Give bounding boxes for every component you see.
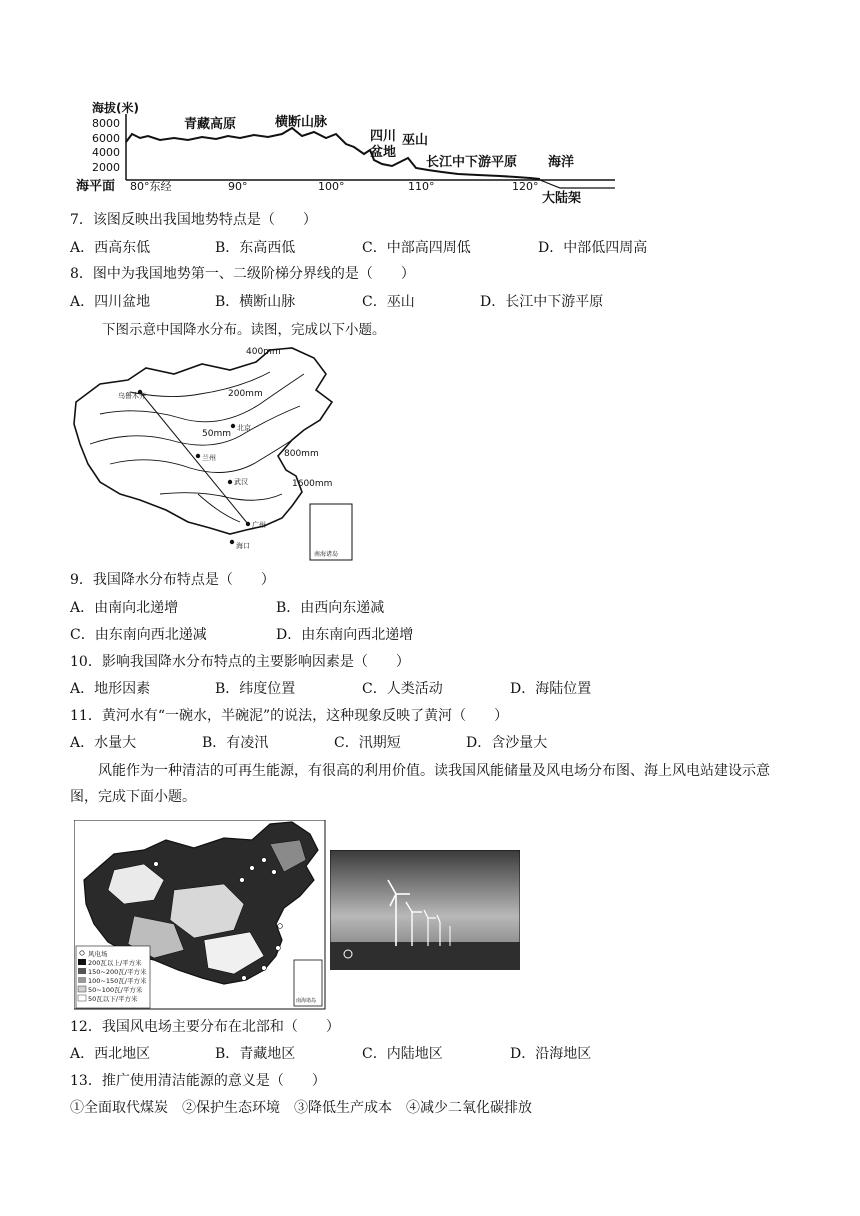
continental-shelf-line — [540, 180, 615, 188]
terrain-profile-line — [126, 128, 540, 179]
option-a[interactable]: A．水量大 — [70, 735, 137, 751]
option-d[interactable]: D．长江中下游平原 — [480, 294, 604, 310]
question-7-stem: 7．该图反映出我国地势特点是（ ） — [70, 212, 317, 228]
question-9-options-row1 — [70, 598, 790, 618]
question-12-stem: 12．我国风电场主要分布在北部和（ ） — [70, 1019, 340, 1035]
question-8-stem: 8．图中为我国地势第一、二级阶梯分界线的是（ ） — [70, 266, 415, 282]
option-b[interactable]: B．东高西低 — [215, 240, 296, 256]
question-11-stem: 11．黄河水有“一碗水，半碗泥”的说法，这种现象反映了黄河（ ） — [70, 708, 509, 724]
china-outline — [74, 348, 332, 534]
question-9-stem: 9．我国降水分布特点是（ ） — [70, 572, 275, 588]
x-tick: 120° — [512, 180, 539, 193]
legend-item: 100~150瓦/平方米 — [88, 977, 147, 985]
city-dot — [230, 540, 234, 544]
isohyet-label: 50mm — [202, 429, 231, 439]
legend-item: 200瓦以上/平方米 — [88, 959, 142, 967]
wind-farm-dot — [262, 858, 267, 863]
city-label: 海口 — [236, 542, 250, 550]
city-label: 武汉 — [234, 478, 248, 486]
legend-item: 50~100瓦/平方米 — [88, 986, 143, 994]
option-b[interactable]: B．青藏地区 — [215, 1046, 296, 1062]
x-tick: 80°东经 — [130, 180, 172, 193]
terrain-profile-figure — [70, 92, 615, 204]
inset-label: 南海诸岛 — [296, 998, 317, 1004]
y-tick: 8000 — [92, 117, 120, 130]
wind-farm-dot — [276, 946, 281, 951]
city-label: 广州 — [252, 521, 266, 529]
option-b[interactable]: B．由西向东递减 — [276, 600, 385, 616]
question-12-options — [70, 1044, 790, 1064]
option-d[interactable]: D．沿海地区 — [510, 1046, 592, 1062]
city-label: 兰州 — [202, 454, 216, 462]
question-10-options — [70, 679, 790, 699]
option-b[interactable]: B．横断山脉 — [215, 294, 296, 310]
intro-precipitation: 下图示意中国降水分布。读图，完成以下小题。 — [102, 322, 386, 338]
question-13-items: ①全面取代煤炭 ②保护生态环境 ③降低生产成本 ④减少二氧化碳排放 — [70, 1100, 532, 1116]
option-b[interactable]: B．有凌汛 — [202, 735, 269, 751]
isohyet-label: 200mm — [228, 389, 263, 399]
intro-wind-energy: 风能作为一种清洁的可再生能源，有很高的利用价值。读我国风能储量及风电场分布图、海上风电站建设示意图，完成下面小题。 — [70, 763, 770, 805]
city-dot — [231, 424, 235, 428]
precipitation-map-figure — [70, 344, 360, 566]
option-d[interactable]: D．海陆位置 — [510, 681, 592, 697]
wind-farm-dot — [250, 866, 255, 871]
wind-farm-dot — [262, 966, 267, 971]
isohyet-label: 1600mm — [292, 479, 333, 489]
region-label: 盆地 — [370, 145, 397, 160]
option-c[interactable]: C．巫山 — [362, 294, 415, 310]
y-tick: 4000 — [92, 146, 120, 159]
sea-level-label: 海平面 — [76, 179, 116, 194]
city-label: 北京 — [237, 424, 251, 432]
region-label: 长江中下游平原 — [426, 155, 518, 170]
region-label: 青藏高原 — [184, 117, 237, 132]
option-d[interactable]: D．由东南向西北递增 — [276, 627, 414, 643]
legend-item: 50瓦以下/平方米 — [88, 995, 138, 1003]
inset-label: 南海诸岛 — [314, 551, 339, 558]
y-tick: 6000 — [92, 132, 120, 145]
wind-farm-dot — [272, 870, 277, 875]
x-tick: 110° — [408, 180, 435, 193]
wind-energy-map-figure — [74, 820, 326, 1010]
option-b[interactable]: B．纬度位置 — [215, 681, 296, 697]
region-label: 巫山 — [402, 133, 429, 148]
question-11-options — [70, 733, 790, 753]
question-8-options — [70, 292, 790, 312]
x-tick: 100° — [318, 180, 345, 193]
shelf-label: 大陆架 — [542, 191, 582, 204]
legend-item: 150~200瓦/平方米 — [88, 968, 147, 976]
y-axis-title: 海拔(米) — [92, 101, 139, 115]
question-10-stem: 10．影响我国降水分布特点的主要影响因素是（ ） — [70, 654, 410, 670]
option-a[interactable]: A．地形因素 — [70, 681, 151, 697]
option-a[interactable]: A．西高东低 — [70, 240, 151, 256]
city-dot — [196, 454, 200, 458]
wind-farm-dot — [240, 878, 245, 883]
offshore-wind-photo — [330, 850, 520, 970]
city-dot — [228, 480, 232, 484]
city-dot — [246, 522, 250, 526]
region-label: 海洋 — [548, 155, 575, 170]
wind-farm-dot — [278, 924, 283, 929]
option-d[interactable]: D．中部低四周高 — [538, 240, 648, 256]
wind-farm-dot — [242, 976, 247, 981]
region-label: 四川 — [370, 129, 397, 144]
option-a[interactable]: A．由南向北递增 — [70, 600, 179, 616]
option-c[interactable]: C．人类活动 — [362, 681, 443, 697]
legend-item: 风电场 — [88, 950, 108, 958]
option-c[interactable]: C．由东南向西北递减 — [70, 627, 207, 643]
x-tick: 90° — [228, 180, 248, 193]
y-tick: 2000 — [92, 161, 120, 174]
option-c[interactable]: C．中部高四周低 — [362, 240, 471, 256]
city-label: 乌鲁木齐 — [118, 392, 146, 400]
region-label: 横断山脉 — [275, 115, 328, 130]
isohyet-label: 800mm — [284, 449, 319, 459]
question-9-options-row2 — [70, 625, 790, 645]
question-13-stem: 13．推广使用清洁能源的意义是（ ） — [70, 1073, 326, 1089]
option-c[interactable]: C．汛期短 — [334, 735, 401, 751]
option-a[interactable]: A．四川盆地 — [70, 294, 151, 310]
isohyet-label: 400mm — [246, 347, 281, 357]
question-7-options — [70, 238, 790, 258]
option-d[interactable]: D．含沙量大 — [466, 735, 548, 751]
option-a[interactable]: A．西北地区 — [70, 1046, 151, 1062]
option-c[interactable]: C．内陆地区 — [362, 1046, 443, 1062]
wind-farm-dot — [154, 862, 159, 867]
